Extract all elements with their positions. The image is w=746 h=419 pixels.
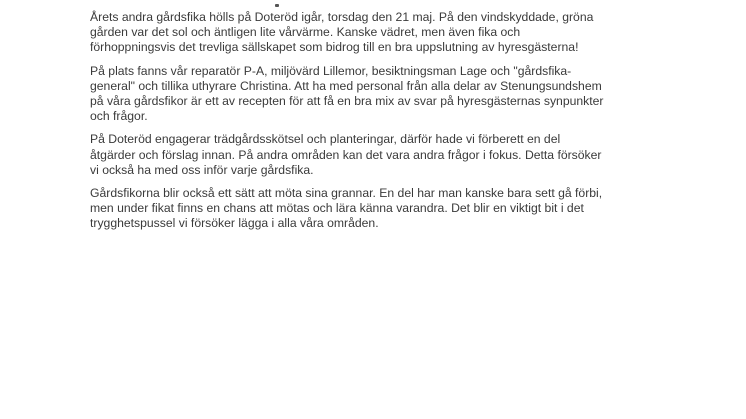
text-line: På plats fanns vår reparatör P-A, miljövärd Lillemor, besiktningsman Lage och "gårdsfika-: [90, 63, 572, 78]
article-body: [90, 10, 670, 240]
cropped-text-fragment: [275, 4, 279, 7]
text-line: förhoppningsvis det trevliga sällskapet som bidrog till en bra uppslutning av hyresgästerna!: [90, 40, 579, 55]
text-line: Gårdsfikorna blir också ett sätt att möta sina grannar. En del har man kanske bara sett gå förbi,: [90, 186, 603, 201]
text-line: åtgärder och förslag innan. På andra områden kan det vara andra frågor i fokus. Detta försöker: [90, 147, 602, 162]
paragraph-neighbours: [90, 186, 670, 232]
text-line: general" och tillika uthyrare Christina. Att ha med personal från alla delar av Stenungsundshem: [90, 78, 602, 93]
paragraph-gardening: [90, 132, 670, 178]
text-line: gården var det sol och äntligen lite vårvärme. Kanske vädret, men även fika och: [90, 25, 521, 40]
text-line: på våra gårdsfikor är ett av recepten för att få en bra mix av svar på hyresgästernas synpunkter: [90, 94, 604, 109]
paragraph-gardsfika-intro: [90, 10, 670, 56]
text-line: trygghetspussel vi försöker lägga i alla våra områden.: [90, 216, 379, 231]
paragraph-staff: [90, 64, 670, 125]
text-line: och frågor.: [90, 109, 148, 124]
text-line: men under fikat finns en chans att mötas och lära känna varandra. Det blir en viktigt bit i det: [90, 201, 584, 216]
text-line: vi också ha med oss inför varje gårdsfika.: [90, 162, 314, 177]
text-line: På Doteröd engagerar trädgårdsskötsel och planteringar, därför hade vi förberett en del: [90, 132, 561, 147]
text-line: Årets andra gårdsfika hölls på Doteröd igår, torsdag den 21 maj. På den vindskyddade, gröna: [90, 10, 594, 24]
